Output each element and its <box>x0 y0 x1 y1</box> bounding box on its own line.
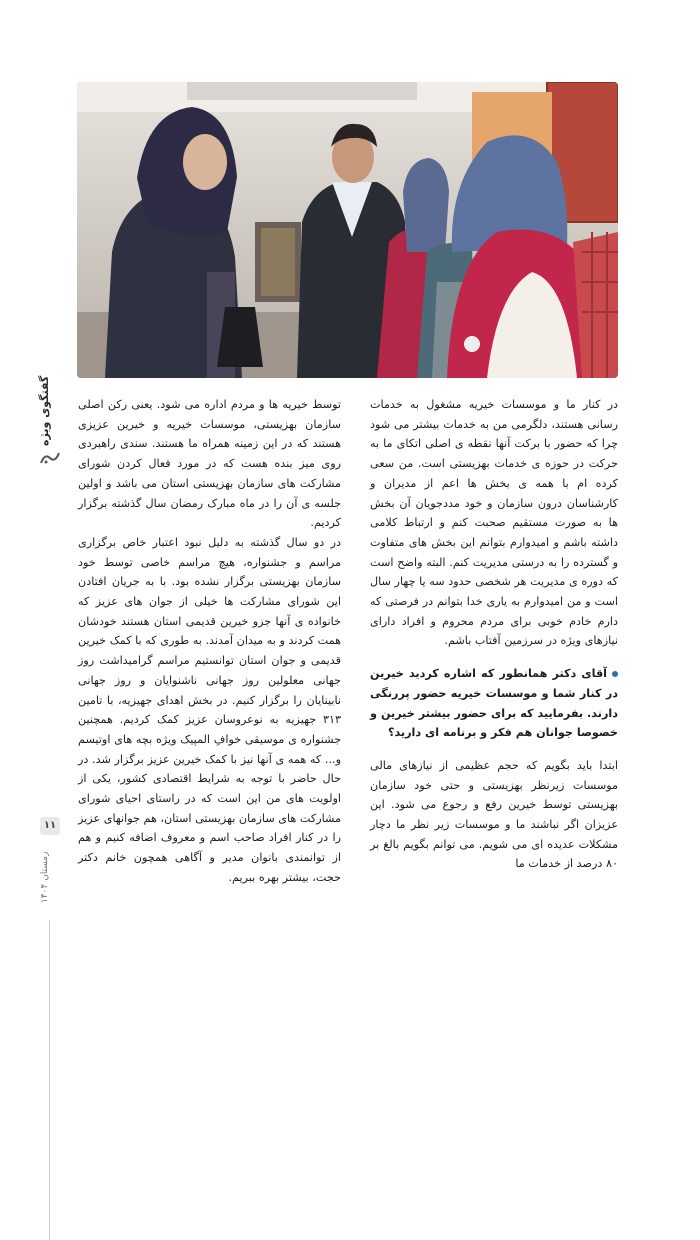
article-paragraph: در دو سال گذشته به دلیل نبود اعتبار خاص برگزاری مراسم و جشنواره، هیچ مراسم خاصی توسط خود سازمان بهزیستی برگزار نشده بود. با به جریان افتادن این شورای مشارکت ها خیلی از جوان های عزیز که خانواده ی آنها جزو خیرین قدیمی استان هستند خودشان همت کردند و به میدان آمدند. به طوری که با کمک خیرین قدیمی و جوان استان توانستیم مراسم گرامیداشت روز جهانی معلولین روز جهانی ناشنوایان و روز جهانی نابینایان را برگزار کنیم. در بخش اهدای جهیزیه، با تامین ۳۱۳ جهیزیه به نوعروسان عزیز کمک کردیم. همچنین جشنواره ی موسیقی خوافِ المپیک ویژه بچه های اوتیسم و... که همه ی آنها نیز با کمک خیرین عزیز برگزار شد. در حال حاضر با توجه به شرایط اقتصادی کشور، یکی از اولویت های من این است که در راستای احیای شورای مشارکت های سازمان بهزیستی استان، هم جوانهای عزیز را در کنار افراد صاحب اسم و معروف اضافه کنیم و هم از توانمندی بانوان مدیر و آگاهی همچون خانم دکتر حجت، بیشتر بهره ببریم. <box>78 535 341 884</box>
interview-answer: ابتدا باید بگویم که حجم عظیمی از نیازهای مالی موسسات زیرنظر بهزیستی و حتی خود سازمان بهزیستی توسط خیرین رفع و رجوع می شود. این عزیزان اگر نباشند ما و موسسات زیر نظر ما دچار مشکلات عدیده ای می شویم. می توانم بگویم بالغ بر ۸۰ درصد از خدمات ما <box>370 758 618 871</box>
article-column-right <box>370 395 618 874</box>
question-text: آقای دکتر همانطور که اشاره کردید خیرین در کنار شما و موسسات خیریه حضور پررنگی دارند. بفرمایید که برای حضور بیشتر خیرین و خصوصا جوانان هم فکر و برنامه ای دارید؟ <box>370 667 618 740</box>
event-photo <box>77 82 618 378</box>
issue-date: زمستان ۱۴۰۴ <box>40 851 50 903</box>
interview-question <box>370 664 618 743</box>
magazine-logo-icon <box>40 450 60 469</box>
article-column-left <box>78 395 341 888</box>
page-number: ۱۱ <box>40 817 60 835</box>
section-title: گفتگوی ویژه <box>38 375 51 446</box>
event-photo-image <box>77 82 618 378</box>
page-sidebar <box>34 375 66 903</box>
article-paragraph: توسط خیریه ها و مردم اداره می شود. یعنی رکن اصلی سازمان بهزیستی، موسسات خیریه و خیرین عزیزی هستند که در این زمینه همراه ما هستند. سندی راهبردی روی میز بنده هست که در مورد فعال کردن شورای مشارکت های سازمان بهزیستی استان می باشد و اولین جلسه ی آن را در ماه مبارک رمضان سال گذشته برگزار کردیم. <box>78 398 341 530</box>
sidebar-divider <box>49 920 50 1240</box>
article-paragraph: در کنار ما و موسسات خیریه مشغول به خدمات رسانی هستند، دلگرمی من به خدمات بیشتر می شود چرا که حضور با برکت آنها نقطه ی اصلی اتکای ما به حرکت در حوزه ی خدمات بهزیستی است. من سعی کرده ام با همه ی بخش ها اعم از مدیران و کارشناسان درون سازمان و خود مددجویان آن بخش ها به صورت مستقیم صحبت کنم و ارتباط کلامی داشته باشم و امیدوارم بتوانم این بخش های متفاوت و گسترده را به درستی مدیریت کنم. البته واضح است که دوره ی مدیریت هر شخصی حدود سه یا چهار سال است و من امیدوارم به یاری خدا بتوانم در فرصتی که دارم خادم خوبی برای مردم محروم و افراد دارای نیازهای ویژه در سرزمین آفتاب باشم. <box>370 398 618 648</box>
question-bullet-icon <box>612 671 618 677</box>
